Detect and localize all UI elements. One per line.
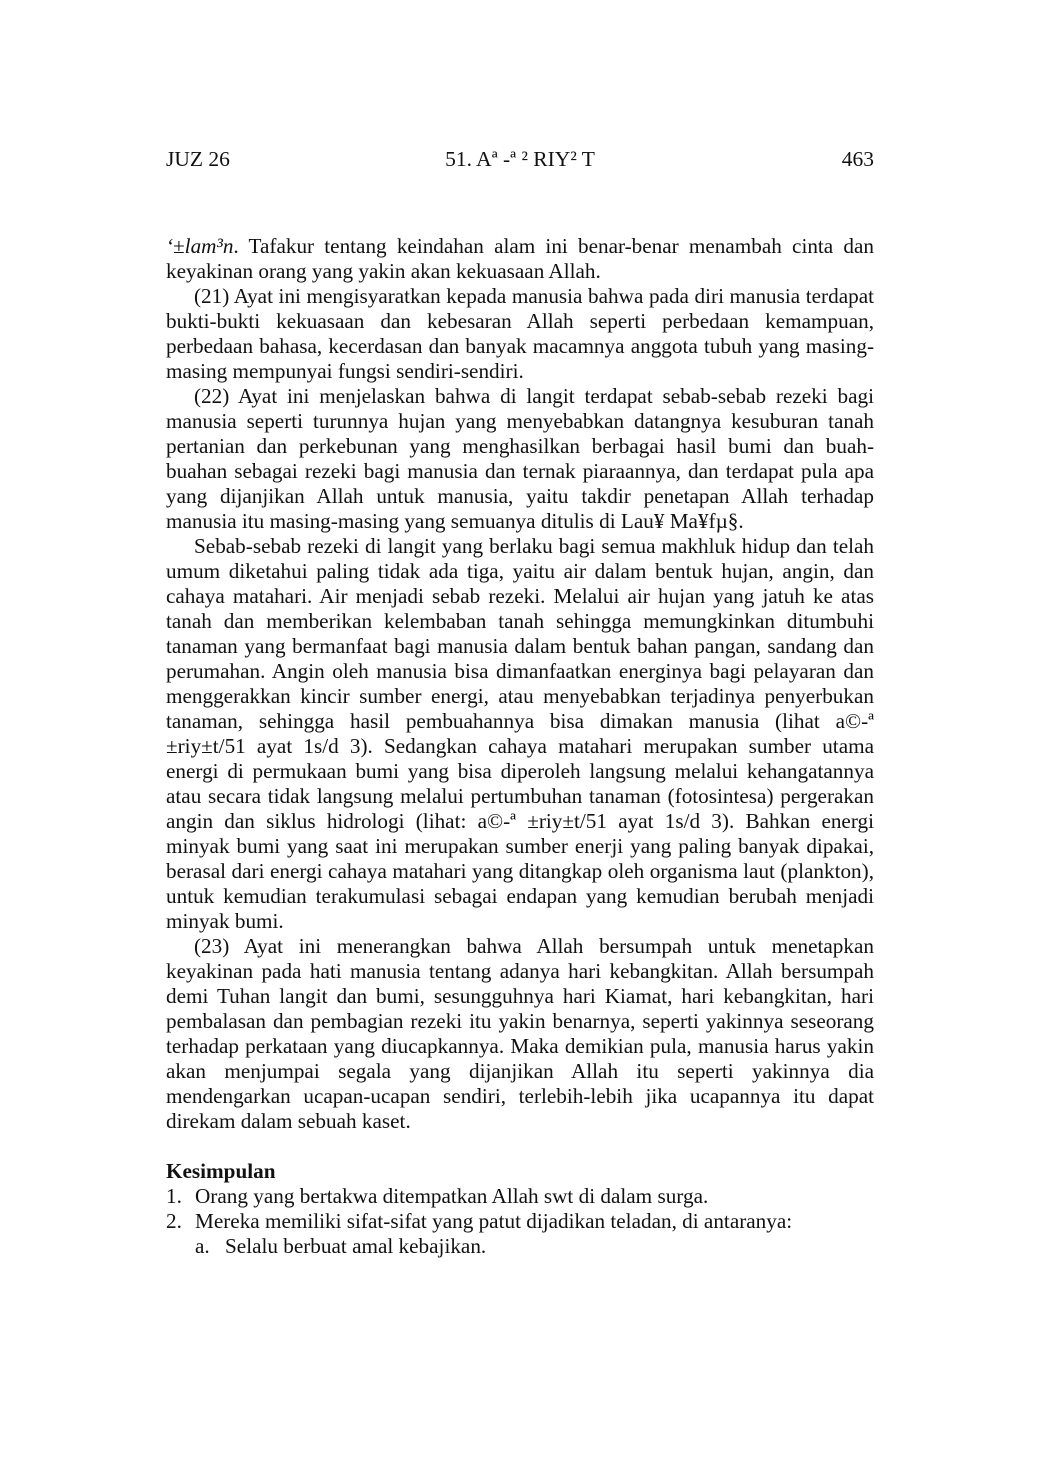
list-number: 2.	[166, 1209, 182, 1233]
list-number: 1.	[166, 1184, 182, 1208]
list-item-text: Orang yang bertakwa ditempatkan Allah swt di dalam surga.	[195, 1184, 709, 1208]
list-item	[166, 1209, 874, 1259]
page-number: 463	[841, 147, 874, 171]
paragraph-verse-22: (22) Ayat ini menjelaskan bahwa di langit terdapat sebab-sebab rezeki bagi manusia seperti turunnya hujan yang menyebabkan datangnya kesuburan tanah pertanian dan perkebunan yang menghasilkan berbagai hasil bumi dan buah-buahan sebagai rezeki bagi manusia dan ternak piaraannya, dan terdapat pula apa yang dijanjikan Allah untuk manusia, yaitu takdir penetapan Allah terhadap manusia itu masing-masing yang semuanya ditulis di Lau¥ Ma¥fµ§.	[166, 384, 874, 533]
running-header	[166, 143, 874, 175]
sub-list-item-text: Selalu berbuat amal kebajikan.	[225, 1234, 487, 1258]
main-text	[166, 234, 874, 1259]
sub-list	[195, 1234, 874, 1259]
conclusion-list	[166, 1184, 874, 1259]
juz-label: JUZ 26	[166, 147, 230, 171]
list-item-text: Mereka memiliki sifat-sifat yang patut dijadikan teladan, di antaranya:	[195, 1209, 793, 1233]
sub-list-item	[195, 1234, 874, 1259]
italic-term: ‘±lam³n	[166, 234, 234, 258]
sub-list-letter: a.	[195, 1234, 210, 1258]
paragraph-verse-21: (21) Ayat ini mengisyaratkan kepada manusia bahwa pada diri manusia terdapat bukti-bukti kekuasaan dan kebesaran Allah seperti perbedaan kemampuan, perbedaan bahasa, kecerdasan dan banyak macamnya anggota tubuh yang masing-masing mempunyai fungsi sendiri-sendiri.	[166, 284, 874, 383]
conclusion-heading: Kesimpulan	[166, 1159, 276, 1183]
list-item	[166, 1184, 874, 1209]
surah-title: 51. Aª -ª ² RIY² T	[445, 147, 595, 171]
paragraph-text: . Tafakur tentang keindahan alam ini benar-benar menambah cinta dan keyakinan orang yang yakin akan kekuasaan Allah.	[166, 234, 874, 283]
paragraph-continued	[166, 234, 874, 284]
paragraph-verse-23: (23) Ayat ini menerangkan bahwa Allah bersumpah untuk menetapkan keyakinan pada hati manusia tentang adanya hari kebangkitan. Allah bersumpah demi Tuhan langit dan bumi, sesungguhnya hari Kiamat, hari kebangkitan, hari pembalasan dan pembagian rezeki itu yakin benarnya, seperti yakinnya seseorang terhadap perkataan yang diucapkannya. Maka demikian pula, manusia harus yakin akan menjumpai segala yang dijanjikan Allah itu seperti yakinnya dia mendengarkan ucapan-ucapan sendiri, terlebih-lebih jika ucapannya itu dapat direkam dalam sebuah kaset.	[166, 934, 874, 1133]
paragraph-rezeki: Sebab-sebab rezeki di langit yang berlaku bagi semua makhluk hidup dan telah umum diketahui paling tidak ada tiga, yaitu air dalam bentuk hujan, angin, dan cahaya matahari. Air menjadi sebab rezeki. Melalui air hujan yang jatuh ke atas tanah dan memberikan kelembaban tanah sehingga memungkinkan ditumbuhi tanaman yang bermanfaat bagi manusia dalam bentuk bahan pangan, sandang dan perumahan. Angin oleh manusia bisa dimanfaatkan energinya bagi pelayaran dan menggerakkan kincir sumber energi, atau menyebabkan terjadinya penyerbukan tanaman, sehingga hasil pembuahannya bisa dimakan manusia (lihat a©-ª ±riy±t/51 ayat 1s/d 3). Sedangkan cahaya matahari merupakan sumber utama energi di permukaan bumi yang bisa diperoleh langsung melalui kehangatannya atau secara tidak langsung melalui pertumbuhan tanaman (fotosintesa) pergerakan angin dan siklus hidrologi (lihat: a©-ª ±riy±t/51 ayat 1s/d 3). Bahkan energi minyak bumi yang saat ini merupakan sumber enerji yang paling banyak dipakai, berasal dari energi cahaya matahari yang ditangkap oleh organisma laut (plankton), untuk kemudian terakumulasi sebagai endapan yang kemudian berubah menjadi minyak bumi.	[166, 534, 874, 933]
